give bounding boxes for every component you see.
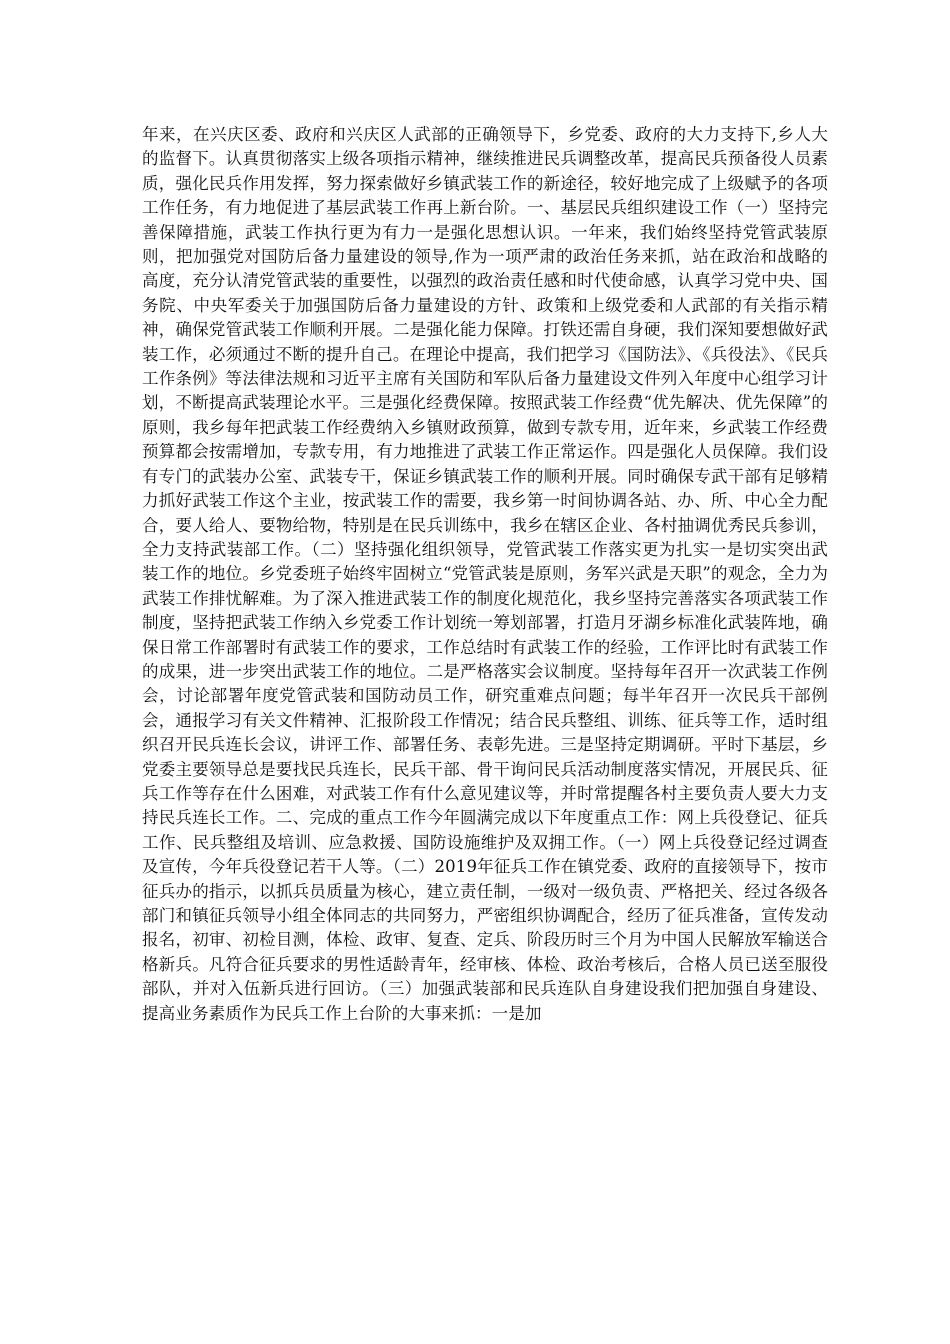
body-paragraph: 年来，在兴庆区委、政府和兴庆区人武部的正确领导下，乡党委、政府的大力支持下,乡人大的监督下。认真贯彻落实上级各项指示精神，继续推进民兵调整改革，提高民兵预备役人员素质，强化民兵作用发挥，努力探索做好乡镇武装工作的新途径，较好地完成了上级赋予的各项工作任务，有力地促进了基层武装工作再上新台阶。一、基层民兵组织建设工作（一）坚持完善保障措施，武装工作执行更为有力一是强化思想认识。一年来，我们始终坚持党管武装原则，把加强党对国防后备力量建设的领导,作为一项严肃的政治任务来抓，站在政治和战略的高度，充分认清党管武装的重要性，以强烈的政治责任感和时代使命感，认真学习党中央、国务院、中央军委关于加强国防后备力量建设的方针、政策和上级党委和人武部的有关指示精神，确保党管武装工作顺利开展。二是强化能力保障。打铁还需自身硬，我们深知要想做好武装工作，必须通过不断的提升自己。在理论中提高，我们把学习《国防法》、《兵役法》、《民兵工作条例》等法律法规和习近平主席有关国防和军队后备力量建设文件列入年度中心组学习计划，不断提高武装理论水平。三是强化经费保障。按照武装工作经费“优先解决、优先保障”的原则，我乡每年把武装工作经费纳入乡镇财政预算，做到专款专用，近年来，乡武装工作经费预算都会按需增加，专款专用，有力地推进了武装工作正常运作。四是强化人员保障。我们设有专门的武装办公室、武装专干，保证乡镇武装工作的顺利开展。同时确保专武干部有足够精力抓好武装工作这个主业，按武装工作的需要，我乡第一时间协调各站、办、所、中心全力配合，要人给人、要物给物，特别是在民兵训练中，我乡在辖区企业、各村抽调优秀民兵参训，全力支持武装部工作。（二）坚持强化组织领导，党管武装工作落实更为扎实一是切实突出武装工作的地位。乡党委班子始终牢固树立“党管武装是原则，务军兴武是天职”的观念，全力为武装工作排忧解难。为了深入推进武装工作的制度化规范化，我乡坚持完善落实各项武装工作制度，坚持把武装工作纳入乡党委工作计划统一筹划部署，打造月牙湖乡标准化武装阵地，确保日常工作部署时有武装工作的要求，工作总结时有武装工作的经验，工作评比时有武装工作的成果，进一步突出武装工作的地位。二是严格落实会议制度。坚持每年召开一次武装工作例会，讨论部署年度党管武装和国防动员工作，研究重难点问题；每半年召开一次民兵干部例会，通报学习有关文件精神、汇报阶段工作情况；结合民兵整组、训练、征兵等工作，适时组织召开民兵连长会议，讲评工作、部署任务、表彰先进。三是坚持定期调研。平时下基层，乡党委主要领导总是要找民兵连长，民兵干部、骨干询问民兵活动制度落实情况，开展民兵、征兵工作等存在什么困难，对武装工作有什么意见建议等，并时常提醒各村主要负责人要大力支持民兵连长工作。二、完成的重点工作今年圆满完成以下年度重点工作：网上兵役登记、征兵工作、民兵整组及培训、应急救援、国防设施维护及双拥工作。（一）网上兵役登记经过调查及宣传，今年兵役登记若干人等。（二）2019年征兵工作在镇党委、政府的直接领导下，按市征兵办的指示，以抓兵员质量为核心，建立责任制，一级对一级负责、严格把关、经过各级各部门和镇征兵领导小组全体同志的共同努力，严密组织协调配合，经历了征兵准备，宣传发动报名，初审、初检目测，体检、政审、复查、定兵、阶段历时三个月为中国人民解放军输送合格新兵。凡符合征兵要求的男性适龄青年，经审核、体检、政治考核后，合格人员已送至服役部队，并对入伍新兵进行回访。（三）加强武装部和民兵连队自身建设我们把加强自身建设、提高业务素质作为民兵工作上台阶的大事来抓：一是加 <box>142 125 828 1023</box>
